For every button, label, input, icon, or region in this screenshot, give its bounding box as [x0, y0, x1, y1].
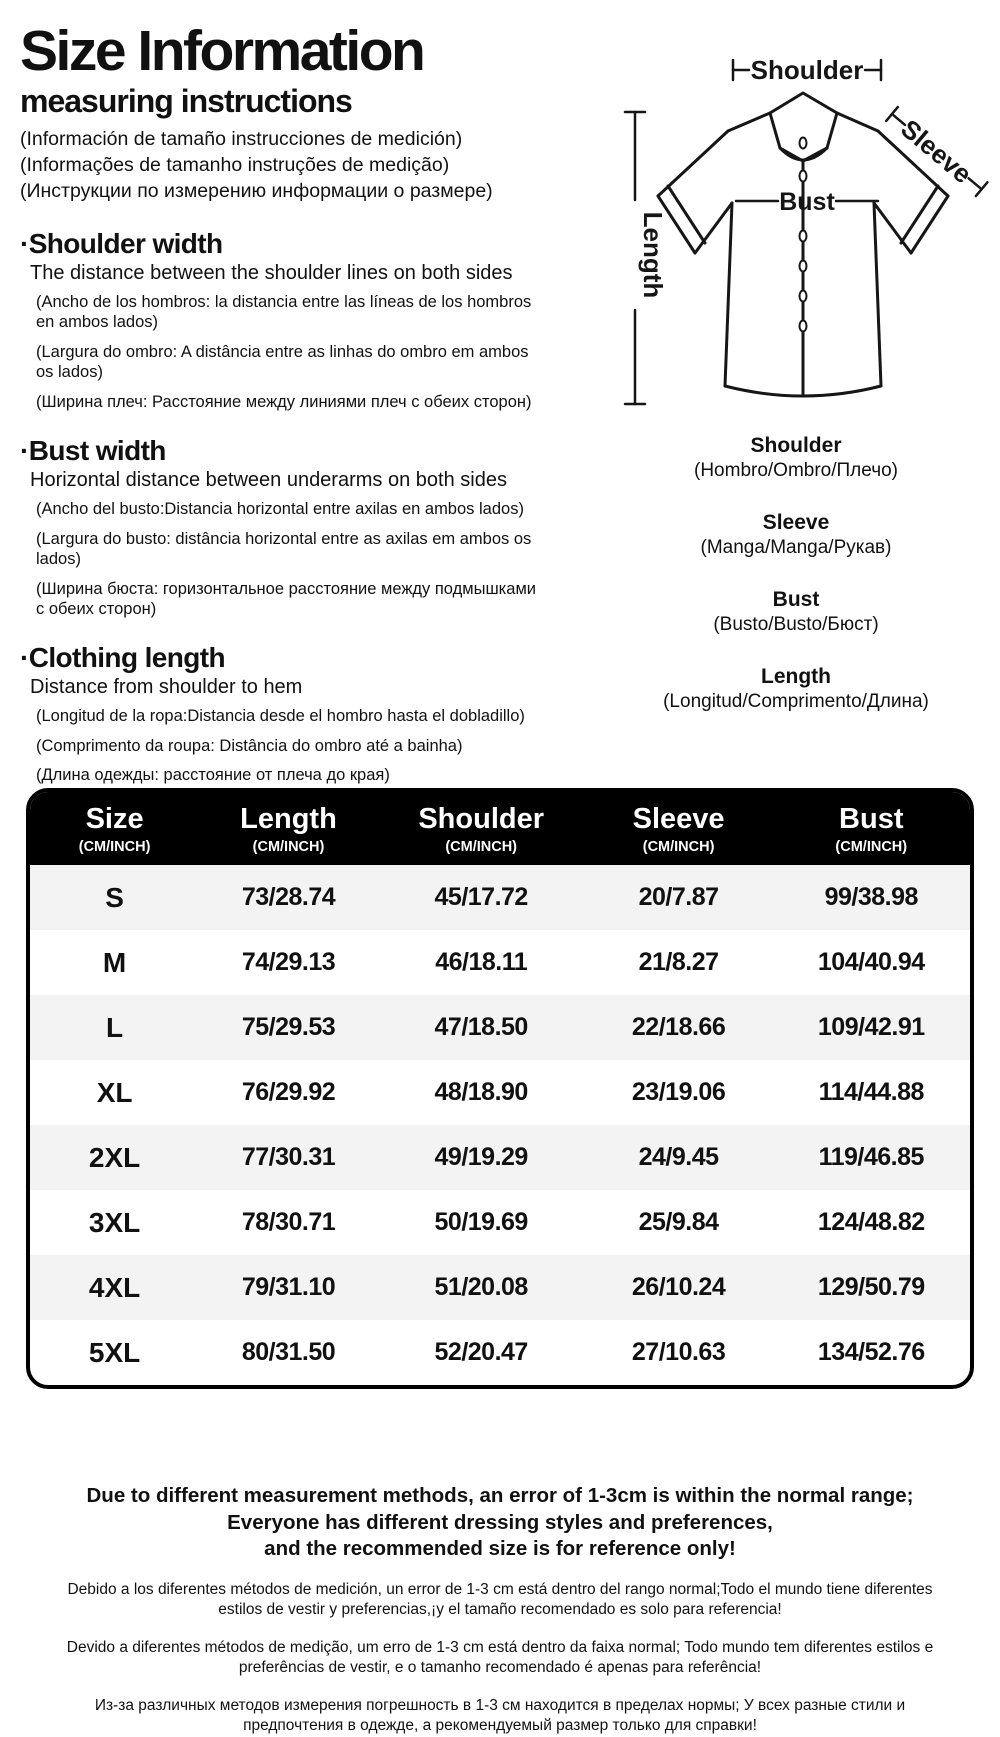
length-measure — [625, 112, 668, 404]
section-title: ·Clothing length — [20, 642, 226, 674]
legend-term: Shoulder — [750, 434, 842, 457]
cell-length: 76/29.92 — [241, 1078, 336, 1106]
cell-size: 3XL — [88, 1206, 141, 1238]
button-dot — [800, 321, 807, 332]
cell-size: M — [102, 946, 127, 978]
column-label: Size — [85, 803, 144, 835]
button-dot — [800, 171, 807, 182]
cell-size: 2XL — [88, 1141, 141, 1173]
button-dot — [800, 291, 807, 302]
cell-size: 5XL — [88, 1336, 141, 1368]
column-label: Length — [240, 803, 337, 835]
section-title: ·Shoulder width — [20, 227, 223, 259]
section-bust-width — [20, 435, 540, 619]
diagram-column — [540, 0, 1000, 788]
cell-length: 74/29.13 — [241, 948, 336, 976]
column-header-bust — [773, 803, 970, 855]
section-translation-ru: (Ширина бюста: горизонтальное расстояние между подмышками с обеих сторон) — [36, 579, 537, 618]
sleeve-measure-label: Sleeve — [895, 113, 978, 190]
cell-shoulder: 46/18.11 — [435, 948, 528, 976]
cell-sleeve: 26/10.24 — [631, 1273, 726, 1301]
legend-item-shoulder — [592, 434, 1000, 482]
disclaimer-es: Debido a los diferentes métodos de medición, un error de 1-3 cm está dentro del rango normal;Todo el mundo tiene diferentes estilos de vestir y preferencias,¡y el tamaño recomendado es solo para referencia! — [67, 1580, 933, 1619]
legend-translation: (Hombro/Ombro/Плечо) — [694, 460, 898, 481]
column-header-shoulder — [378, 803, 585, 855]
cell-bust: 124/48.82 — [817, 1208, 925, 1236]
column-label: Shoulder — [418, 803, 545, 835]
section-translation-pt: (Largura do busto: distância horizontal entre as axilas em ambos os lados) — [36, 529, 532, 569]
cell-bust: 104/40.94 — [817, 948, 925, 976]
unit-label: (CM/INCH) — [78, 839, 151, 855]
cell-length: 73/28.74 — [241, 883, 336, 911]
shoulder-measure — [733, 55, 881, 85]
cell-sleeve: 23/19.06 — [631, 1078, 726, 1106]
column-label: Bust — [839, 803, 904, 835]
cell-length: 79/31.10 — [241, 1273, 336, 1301]
column-header-length — [199, 803, 378, 855]
cell-sleeve: 24/9.45 — [638, 1143, 719, 1171]
cell-sleeve: 27/10.63 — [631, 1338, 726, 1366]
unit-label: (CM/INCH) — [642, 839, 715, 855]
column-label: Sleeve — [632, 803, 725, 835]
section-shoulder-width — [20, 228, 540, 412]
disclaimer-en-line-1: Due to different measurement methods, an error of 1-3cm is within the normal range; — [86, 1484, 914, 1507]
cell-length: 80/31.50 — [241, 1338, 336, 1366]
button-dot — [800, 261, 807, 272]
legend-item-length — [592, 665, 1000, 713]
page-title: Size Information — [20, 19, 424, 83]
cell-size: XL — [96, 1076, 133, 1108]
table-row-l — [30, 995, 970, 1060]
cell-shoulder: 52/20.47 — [434, 1338, 528, 1366]
shoulder-measure-label: Shoulder — [750, 55, 864, 85]
table-row-s — [30, 865, 970, 930]
section-clothing-length — [20, 642, 540, 785]
subtitle-translation-pt: (Informações de tamanho instruções de medição) — [20, 154, 450, 177]
column-header-sleeve — [585, 803, 773, 855]
unit-label: (CM/INCH) — [252, 839, 325, 855]
section-translation-pt: (Comprimento da roupa: Distância do ombro até a bainha) — [36, 736, 463, 755]
legend-term: Sleeve — [762, 511, 830, 534]
column-header-size — [30, 803, 199, 855]
legend-item-bust — [592, 588, 1000, 636]
cell-bust: 114/44.88 — [818, 1078, 924, 1106]
cell-bust: 109/42.91 — [817, 1013, 925, 1041]
cell-sleeve: 25/9.84 — [638, 1208, 719, 1236]
table-row-2xl — [30, 1125, 970, 1190]
size-table-header — [30, 792, 970, 865]
legend-term: Length — [761, 665, 831, 688]
section-translation-es: (Ancho del busto:Distancia horizontal entre axilas en ambos lados) — [36, 500, 524, 519]
size-table-body — [30, 865, 970, 1385]
button-dot — [800, 231, 807, 242]
section-translation-ru: (Ширина плеч: Расстояние между линиями плеч с обеих сторон) — [36, 392, 532, 411]
button-dot — [800, 138, 807, 149]
table-row-4xl — [30, 1255, 970, 1320]
section-translation-es: (Longitud de la ropa:Distancia desde el hombro hasta el dobladillo) — [36, 707, 525, 726]
cell-bust: 99/38.98 — [824, 883, 918, 911]
instructions-column — [0, 0, 540, 788]
size-table — [26, 788, 974, 1389]
section-translation-ru: (Длина одежды: расстояние от плеча до края) — [36, 766, 390, 785]
bust-measure-label: Bust — [779, 188, 835, 216]
shirt-measurement-diagram — [540, 48, 1000, 420]
section-description: Distance from shoulder to hem — [30, 676, 303, 699]
top-area — [0, 0, 1000, 788]
disclaimer-pt: Devido a diferentes métodos de medição, um erro de 1-3 cm está dentro da faixa normal; Todo mundo tem diferentes estilos e preferências de vestir, e o tamanho recomendado é apenas para referência! — [66, 1638, 934, 1677]
cell-size: L — [106, 1011, 124, 1043]
table-row-5xl — [30, 1320, 970, 1385]
cell-bust: 119/46.85 — [818, 1143, 924, 1171]
section-translation-pt: (Largura do ombro: A distância entre as linhas do ombro em ambos os lados) — [36, 342, 529, 382]
cell-bust: 134/52.76 — [817, 1338, 925, 1366]
cell-length: 75/29.53 — [241, 1013, 336, 1041]
cell-sleeve: 20/7.87 — [638, 883, 719, 911]
section-title: ·Bust width — [20, 435, 166, 467]
legend-term: Bust — [772, 588, 820, 611]
cell-length: 78/30.71 — [241, 1208, 336, 1236]
disclaimer — [0, 1483, 1000, 1737]
unit-label: (CM/INCH) — [445, 839, 518, 855]
legend-item-sleeve — [592, 511, 1000, 559]
cell-sleeve: 21/8.27 — [638, 948, 719, 976]
bust-measure — [736, 188, 878, 216]
cell-shoulder: 45/17.72 — [434, 883, 528, 911]
length-measure-label: Length — [638, 211, 668, 299]
unit-label: (CM/INCH) — [835, 839, 908, 855]
cell-size: S — [105, 881, 124, 913]
disclaimer-en-line-2: Everyone has different dressing styles and preferences, — [227, 1510, 773, 1534]
table-row-m — [30, 930, 970, 995]
subtitle-translation-ru: (Инструкции по измерению информации о размере) — [20, 179, 493, 202]
table-row-xl — [30, 1060, 970, 1125]
cell-bust: 129/50.79 — [817, 1273, 925, 1301]
legend-translation: (Busto/Busto/Бюст) — [713, 614, 879, 635]
table-row-3xl — [30, 1190, 970, 1255]
cell-shoulder: 49/19.29 — [434, 1143, 528, 1171]
legend-translation: (Manga/Manga/Рукав) — [700, 537, 892, 558]
cell-shoulder: 48/18.90 — [434, 1078, 528, 1106]
disclaimer-ru: Из-за различных методов измерения погрешность в 1-3 см находится в пределах нормы; У всех разные стили и предпочтения в одежде, а рекомендуемый размер только для справки! — [94, 1696, 906, 1735]
section-description: Horizontal distance between underarms on both sides — [30, 469, 507, 492]
page-subtitle: measuring instructions — [20, 83, 352, 120]
legend-translation: (Longitud/Comprimento/Длина) — [663, 691, 929, 712]
cell-shoulder: 50/19.69 — [434, 1208, 528, 1236]
disclaimer-en-line-3: and the recommended size is for reference only! — [264, 1537, 736, 1561]
subtitle-translation-es: (Información de tamaño instrucciones de medición) — [20, 128, 463, 151]
cell-shoulder: 51/20.08 — [434, 1273, 528, 1301]
cell-size: 4XL — [88, 1271, 141, 1303]
cell-length: 77/30.31 — [241, 1143, 336, 1171]
diagram-legend — [540, 434, 1000, 713]
section-translation-es: (Ancho de los hombros: la distancia entre las líneas de los hombros en ambos lados) — [36, 292, 532, 332]
section-description: The distance between the shoulder lines on both sides — [30, 261, 513, 284]
cell-sleeve: 22/18.66 — [631, 1013, 726, 1041]
cell-shoulder: 47/18.50 — [434, 1013, 528, 1041]
